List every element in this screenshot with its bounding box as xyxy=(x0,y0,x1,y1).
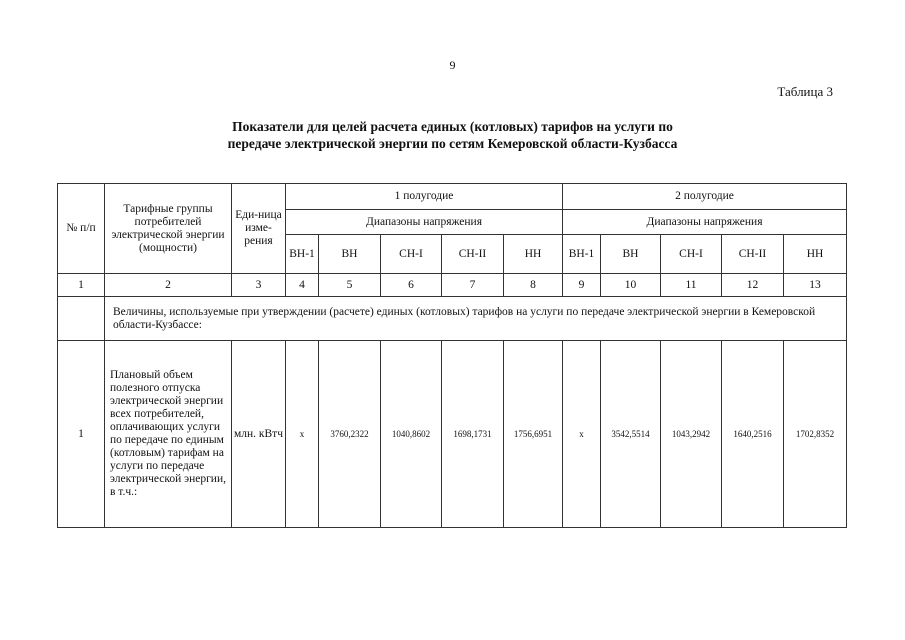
col-number: 1 xyxy=(57,273,105,297)
section-heading: Величины, используемые при утверждении (расчете) единых (котловых) тарифов на услуги по передаче электрической энергии в Кемеровской области-Кузбассе: xyxy=(104,296,847,341)
tariff-table xyxy=(57,183,847,528)
header-num: № п/п xyxy=(57,183,105,274)
header-level-2-sn2: СН-II xyxy=(721,234,784,274)
header-level-1-sn2: СН-II xyxy=(441,234,504,274)
header-level-1-sn1: СН-I xyxy=(380,234,442,274)
col-number: 11 xyxy=(660,273,722,297)
col-number: 8 xyxy=(503,273,563,297)
row-1-num: 1 xyxy=(57,340,105,528)
col-number: 5 xyxy=(318,273,381,297)
section-num-cell xyxy=(57,296,105,341)
page-number: 9 xyxy=(449,58,456,72)
header-half-1: 1 полугодие xyxy=(285,183,563,210)
table-title xyxy=(0,118,905,152)
row-1-value: 1040,8602 xyxy=(380,340,442,528)
header-level-1-nn: НН xyxy=(503,234,563,274)
col-number: 13 xyxy=(783,273,847,297)
header-level-2-nn: НН xyxy=(783,234,847,274)
header-level-2-sn1: СН-I xyxy=(660,234,722,274)
row-1-value: 1702,8352 xyxy=(783,340,847,528)
header-groups: Тарифные группы потребителей электрической энергии (мощности) xyxy=(104,183,232,274)
col-number: 4 xyxy=(285,273,319,297)
row-1-name: Плановый объем полезного отпуска электрической энергии всех потребителей, оплачивающих услуги по передаче по единым (котловым) тарифам на услуги по передаче электрической энергии, в т.ч.: xyxy=(104,340,232,528)
table-title-line-1: Показатели для целей расчета единых (котловых) тарифов на услуги по xyxy=(232,119,673,134)
col-number: 7 xyxy=(441,273,504,297)
row-1-value: 1640,2516 xyxy=(721,340,784,528)
header-level-2-vn: ВН xyxy=(600,234,661,274)
header-unit: Еди-ница изме-рения xyxy=(231,183,286,274)
col-number: 6 xyxy=(380,273,442,297)
header-level-1-vn1: ВН-1 xyxy=(285,234,319,274)
header-level-2-vn1: ВН-1 xyxy=(562,234,601,274)
header-half-2: 2 полугодие xyxy=(562,183,847,210)
row-1-value: 3760,2322 xyxy=(318,340,381,528)
col-number: 9 xyxy=(562,273,601,297)
row-1-unit: млн. кВтч xyxy=(231,340,286,528)
col-number: 12 xyxy=(721,273,784,297)
row-1-value: 1756,6951 xyxy=(503,340,563,528)
table-title-line-2: передаче электрической энергии по сетям Кемеровской области-Кузбасса xyxy=(227,136,678,151)
row-1-value: 1698,1731 xyxy=(441,340,504,528)
row-1-value: x xyxy=(562,340,601,528)
table-label: Таблица 3 xyxy=(777,84,833,99)
header-level-1-vn: ВН xyxy=(318,234,381,274)
header-ranges-1: Диапазоны напряжения xyxy=(285,209,563,235)
col-number: 2 xyxy=(104,273,232,297)
header-ranges-2: Диапазоны напряжения xyxy=(562,209,847,235)
row-1-value: 1043,2942 xyxy=(660,340,722,528)
row-1-value: 3542,5514 xyxy=(600,340,661,528)
col-number: 10 xyxy=(600,273,661,297)
row-1-value: x xyxy=(285,340,319,528)
col-number: 3 xyxy=(231,273,286,297)
